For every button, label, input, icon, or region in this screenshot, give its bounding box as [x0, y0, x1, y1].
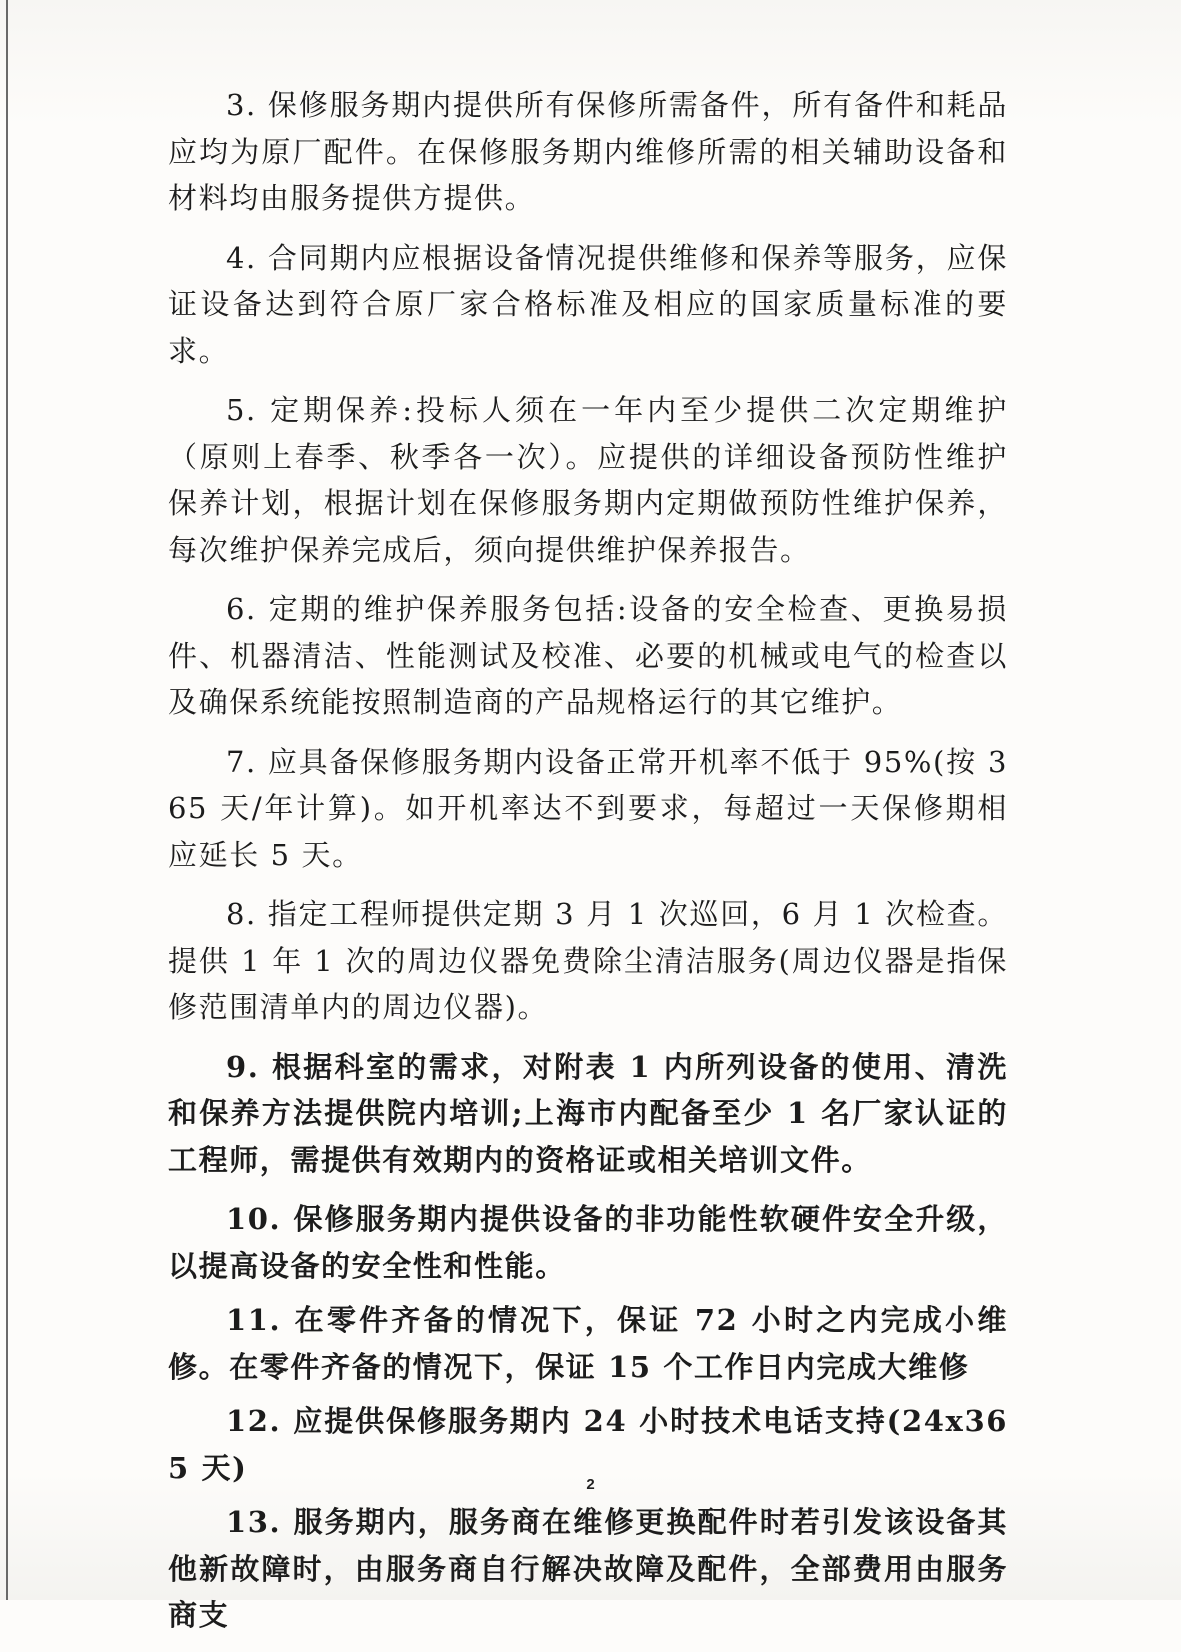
clause-12: 12. 应提供保修服务期内 24 小时技术电话支持(24x365 天) [168, 1404, 1008, 1485]
clause-8: 8. 指定工程师提供定期 3 月 1 次巡回，6 月 1 次检查。提供 1 年 1 次的周边仪器免费除尘清洁服务(周边仪器是指保修范围清单内的周边仪器)。 [168, 897, 1008, 1024]
clause-6: 6. 定期的维护保养服务包括:设备的安全检查、更换易损件、机器清洁、性能测试及校准、必要的机械或电气的检查以及确保系统能按照制造商的产品规格运行的其它维护。 [168, 592, 1008, 719]
clause-5: 5. 定期保养:投标人须在一年内至少提供二次定期维护（原则上春季、秋季各一次）。应提供的详细设备预防性维护保养计划，根据计划在保修服务期内定期做预防性维护保养，每次维护保养完成后，须向提供维护保养报告。 [168, 393, 1008, 567]
document-body [168, 82, 1008, 1652]
clause-3: 3. 保修服务期内提供所有保修所需备件，所有备件和耗品应均为原厂配件。在保修服务期内维修所需的相关辅助设备和材料均由服务提供方提供。 [168, 88, 1008, 215]
clause-11: 11. 在零件齐备的情况下，保证 72 小时之内完成小维修。在零件齐备的情况下，保证 15 个工作日内完成大维修 [168, 1303, 1008, 1384]
clause-10: 10. 保修服务期内提供设备的非功能性软硬件安全升级，以提高设备的安全性和性能。 [168, 1202, 1008, 1283]
clause-13: 13. 服务期内，服务商在维修更换配件时若引发该设备其他新故障时，由服务商自行解决故障及配件，全部费用由服务商支 [168, 1505, 1008, 1632]
clause-4: 4. 合同期内应根据设备情况提供维修和保养等服务，应保证设备达到符合原厂家合格标准及相应的国家质量标准的要求。 [168, 240, 1008, 368]
clause-9: 9. 根据科室的需求，对附表 1 内所列设备的使用、清洗和保养方法提供院内培训;上海市内配备至少 1 名厂家认证的工程师，需提供有效期内的资格证或相关培训文件。 [168, 1049, 1008, 1177]
page-number: 2 [586, 1476, 595, 1493]
clause-7: 7. 应具备保修服务期内设备正常开机率不低于 95%(按 365 天/年计算)。如开机率达不到要求，每超过一天保修期相应延长 5 天。 [168, 744, 1008, 872]
scan-edge-line [6, 0, 8, 1600]
